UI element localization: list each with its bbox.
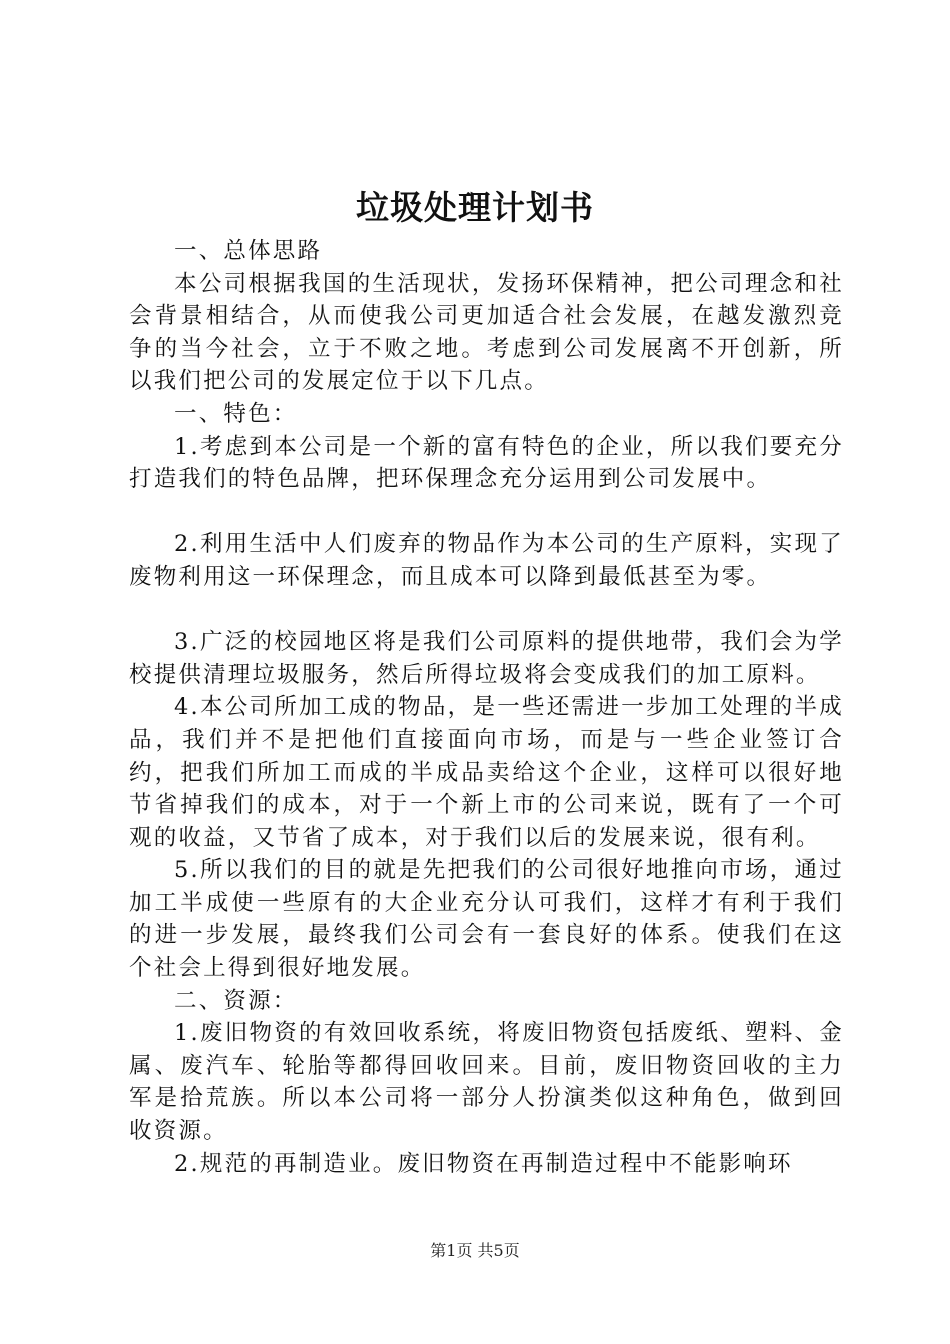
paragraph-feature-2: 2.利用生活中人们废弃的物品作为本公司的生产原料，实现了废物利用这一环保理念，而且成本可以降到最低甚至为零。 <box>129 531 844 590</box>
paragraph-feature-5: 5.所以我们的目的就是先把我们的公司很好地推向市场，通过加工半成使一些原有的大企业充分认可我们，这样才有利于我们的进一步发展，最终我们公司会有一套良好的体系。使我们在这个社会上得到很好地发展。 <box>129 857 844 982</box>
paragraph-resource-2: 2.规范的再制造业。废旧物资在再制造过程中不能影响环 <box>174 1150 793 1177</box>
paragraph-feature-3: 3.广泛的校园地区将是我们公司原料的提供地带，我们会为学校提供清理垃圾服务，然后所得垃圾将会变成我们的加工原料。 <box>129 629 844 688</box>
section-heading-features: 一、特色： <box>174 400 298 427</box>
section-heading-overall: 一、总体思路 <box>174 238 323 264</box>
paragraph-feature-4: 4.本公司所加工成的物品，是一些还需进一步加工处理的半成品，我们并不是把他们直接面向市场，而是与一些企业签订合约，把我们所加工而成的半成品卖给这个企业，这样可以很好地节省掉我们的成本，对于一个新上市的公司来说，既有了一个可观的收益，又节省了成本，对于我们以后的发展来说，很有利。 <box>129 694 844 851</box>
section-heading-resources: 二、资源： <box>174 987 298 1014</box>
document-body <box>129 235 844 1180</box>
page-number-footer: 第1页 共5页 <box>430 1241 520 1260</box>
document-title: 垃圾处理计划书 <box>356 188 594 227</box>
paragraph-resource-1: 1.废旧物资的有效回收系统，将废旧物资包括废纸、塑料、金属、废汽车、轮胎等都得回收回来。目前，废旧物资回收的主力军是拾荒族。所以本公司将一部分人扮演类似这种角色，做到回收资源。 <box>129 1020 844 1145</box>
paragraph-intro: 本公司根据我国的生活现状，发扬环保精神，把公司理念和社会背景相结合，从而使我公司更加适合社会发展，在越发激烈竞争的当今社会，立于不败之地。考虑到公司发展离不开创新，所以我们把公司的发展定位于以下几点。 <box>129 270 844 395</box>
paragraph-feature-1: 1.考虑到本公司是一个新的富有特色的企业，所以我们要充分打造我们的特色品牌，把环保理念充分运用到公司发展中。 <box>129 433 844 493</box>
